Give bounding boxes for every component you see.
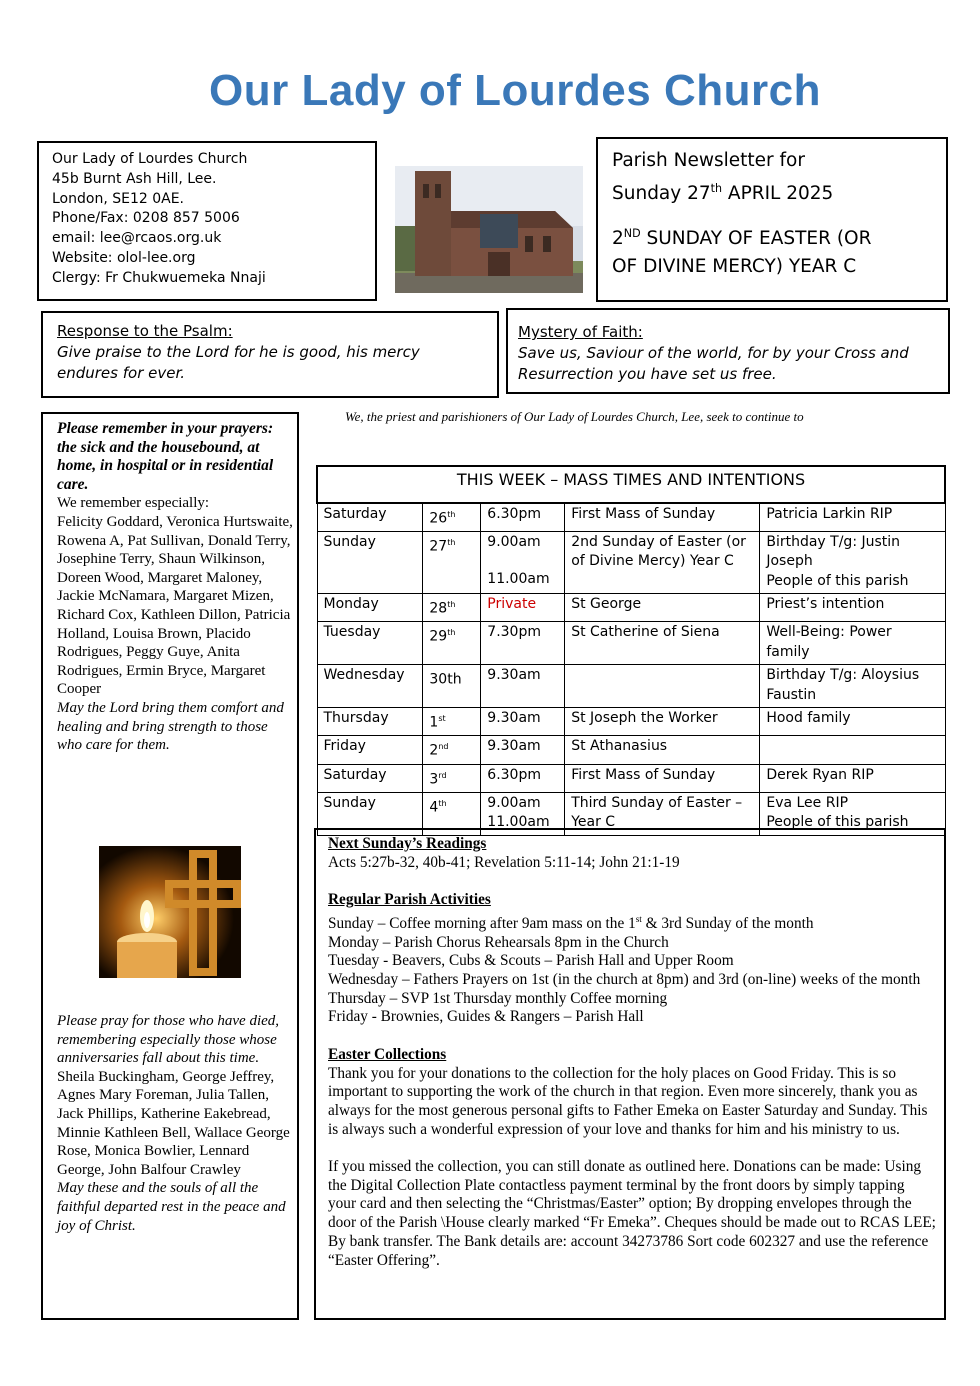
- newsletter-date: Sunday 27th APRIL 2025: [612, 182, 834, 205]
- feast-title: 2ND SUNDAY OF EASTER (OR: [612, 227, 872, 250]
- activity-thursday: Thursday – SVP 1st Thursday monthly Coffee morning: [328, 989, 668, 1007]
- activity-wednesday: Wednesday – Fathers Prayers on 1st (in the church at 8pm) and 3rd (on-line) weeks of the month: [328, 971, 921, 988]
- table-row: Saturday 26th 6.30pm First Mass of Sunday Patricia Larkin RIP: [317, 503, 945, 532]
- address-line: London, SE12 0AE.: [52, 190, 184, 207]
- address-box: [37, 141, 377, 301]
- table-row: Thursday 1st 9.30am St Joseph the Worker Hood family: [317, 708, 945, 736]
- table-row: Monday 28th Private St George Priest’s intention: [317, 594, 945, 622]
- sick-names: Felicity Goddard, Veronica Hurtswaite, Rowena A, Pat Sullivan, Donald Terry, Josephine Terry, Shaun Wilkinson, Doreen Wood, Margaret Maloney, Jackie McNamara, Margaret Mizen, Richard Cox, Kathleen Dillon, Patricia Holland, Louisa Brown, Placido Rodrigues, Peggy Guye, Anita Rodrigues, Ermin Bryce, Margaret Cooper: [57, 513, 293, 698]
- website-line: Website: olol-lee.org: [52, 249, 196, 266]
- table-row: Sunday 4th 9.00am 11.00am Third Sunday of Easter – Year C Eva Lee RIP People of this parish: [317, 792, 945, 835]
- psalm-box: [41, 311, 499, 398]
- notices-box: [314, 828, 946, 1320]
- easter-paragraph-2: If you missed the collection, you can still donate as outlined here. Donations can be made: Using the Digital Collection Plate contactless payment terminal by the front doors by simply tapping your card and then selecting the “Christmas/Easter” option; By dropping envelopes through the door of the Parish \House clearly marked “Fr Emeka”. Cheques should be made out to RCAS LEE; By bank transfer. The Bank details are: account 34273786 Sort code 602327 and use the reference “Easter Offering”.: [328, 1158, 936, 1269]
- sick-intro: Please remember in your prayers: the sick and the housebound, at home, in hospital or in residential care.: [57, 420, 274, 493]
- table-row: Friday 2nd 9.30am St Athanasius: [317, 736, 945, 764]
- page-title: Our Lady of Lourdes Church: [209, 66, 821, 115]
- feast-title-2: OF DIVINE MERCY) YEAR C: [612, 256, 857, 278]
- mission-statement: We, the priest and parishioners of Our Lady of Lourdes Church, Lee, seek to continue to: [345, 409, 804, 424]
- psalm-text: Give praise to the Lord for he is good, his mercy endures for ever.: [57, 343, 420, 382]
- table-row: Tuesday 29th 7.30pm St Catherine of Siena Well-Being: Power family: [317, 622, 945, 665]
- table-row: Wednesday 30th 9.30am Birthday T/g: Aloysius Faustin: [317, 665, 945, 708]
- activities-heading: Regular Parish Activities: [328, 891, 491, 909]
- activity-tuesday: Tuesday - Beavers, Cubs & Scouts – Parish Hall and Upper Room: [328, 952, 734, 970]
- remember-label: We remember especially:: [57, 495, 210, 512]
- activity-sunday: Sunday – Coffee morning after 9am mass on the 1st & 3rd Sunday of the month: [328, 913, 814, 932]
- easter-heading: Easter Collections: [328, 1045, 447, 1063]
- sick-prayer: May the Lord bring them comfort and healing and bring strength to those who care for them.: [57, 699, 284, 754]
- church-photo: [395, 166, 583, 293]
- died-names: Sheila Buckingham, George Jeffrey, Agnes Mary Foreman, Julia Tallen, Jack Phillips, Katherine Eakebread, Minnie Kathleen Bell, Wallace George Rose, Monica Bowlier, Lennard George, John Balfour Crawley: [57, 1068, 290, 1178]
- clergy-line: Clergy: Fr Chukwuemeka Nnaji: [52, 269, 266, 286]
- newsletter-label: Parish Newsletter for: [612, 150, 805, 171]
- newsletter-box: [596, 137, 948, 302]
- address-line: Our Lady of Lourdes Church: [52, 151, 248, 167]
- psalm-heading: Response to the Psalm:: [57, 322, 233, 340]
- died-intro: Please pray for those who have died, remembering especially those whose anniversaries fall about this time.: [57, 1013, 280, 1067]
- mystery-text: Save us, Saviour of the world, for by your Cross and Resurrection you have set us free.: [518, 344, 909, 383]
- died-prayer: May these and the souls of all the faithful departed rest in the peace and joy of Christ.: [57, 1180, 286, 1234]
- address-line: 45b Burnt Ash Hill, Lee.: [52, 170, 217, 187]
- mass-times-table: [316, 465, 946, 836]
- table-row: Sunday 27th 9.00am 11.00am 2nd Sunday of Easter (or of Divine Mercy) Year C Birthday T/g: Justin Joseph People of this parish: [317, 531, 945, 594]
- candle-cross-image: [99, 846, 241, 978]
- table-row: Saturday 3rd 6.30pm First Mass of Sunday Derek Ryan RIP: [317, 764, 945, 792]
- email-line: email: lee@rcaos.org.uk: [52, 230, 222, 247]
- readings-text: Acts 5:27b-32, 40b-41; Revelation 5:11-14; John 21:1-19: [328, 853, 680, 871]
- mystery-box: [506, 308, 950, 394]
- phone-line: Phone/Fax: 0208 857 5006: [52, 210, 240, 227]
- activity-friday: Friday - Brownies, Guides & Rangers – Parish Hall: [328, 1008, 644, 1026]
- readings-heading: Next Sunday’s Readings: [328, 835, 487, 852]
- activity-monday: Monday – Parish Chorus Rehearsals 8pm in the Church: [328, 933, 669, 951]
- easter-paragraph-1: Thank you for your donations to the collection for the holy places on Good Friday. This is so important to supporting the work of the church in that region. Even more sincerely, thank you as always for the most generous personal gifts to Father Emeka on Easter Saturday and Sunday. This is always such a wonderful expression of your love and thanks for him and his ministry to us.: [328, 1064, 928, 1138]
- mass-table-heading: THIS WEEK – MASS TIMES AND INTENTIONS: [317, 466, 945, 503]
- mystery-heading: Mystery of Faith:: [518, 323, 643, 341]
